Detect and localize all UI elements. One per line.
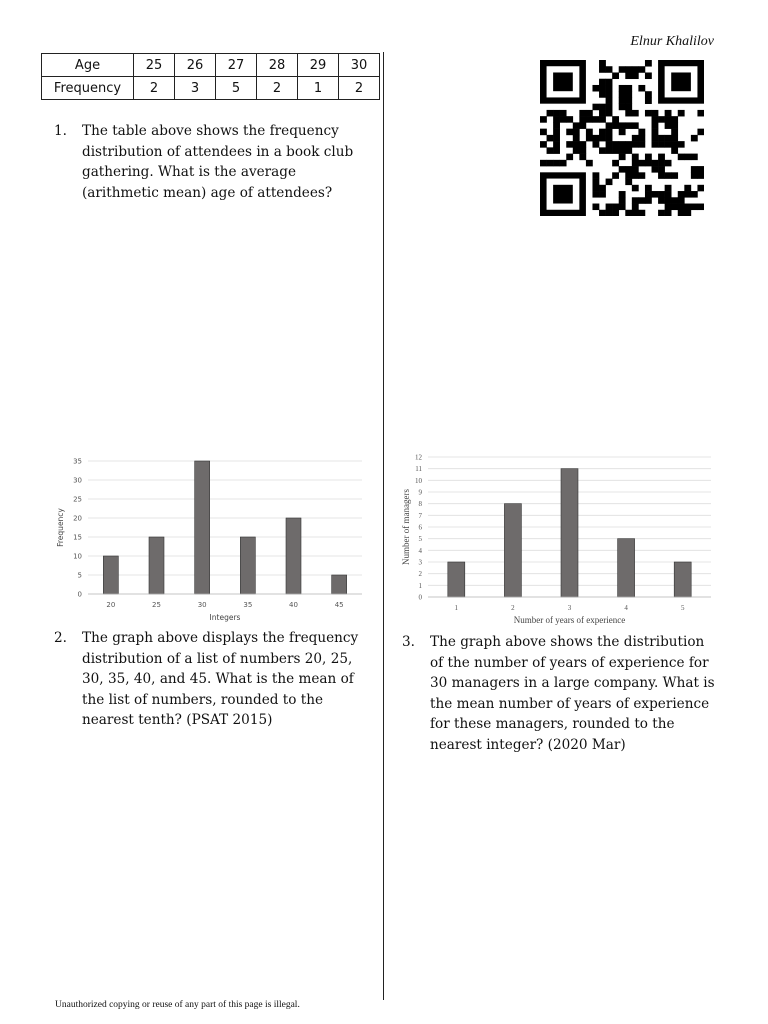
y-tick-label: 11 [415,465,422,474]
qr-module [592,135,599,142]
qr-module [632,141,639,148]
qr-module [625,104,632,111]
qr-module [652,129,659,136]
qr-module [619,97,626,104]
qr-module [540,141,547,148]
qr-module [632,210,639,216]
qr-module [652,191,659,198]
qr-module [638,210,645,216]
qr-module [665,210,672,216]
qr-module [553,160,560,167]
qr-module [691,154,698,161]
qr-module [619,85,626,92]
qr-module [573,141,580,148]
qr-module [606,97,613,104]
qr-module [658,197,665,204]
qr-module [658,210,665,216]
bar [504,504,521,597]
bar [195,461,210,594]
qr-module [678,204,685,211]
qr-module [599,79,606,86]
x-tick-label: 40 [289,601,298,609]
qr-module [560,160,567,167]
x-tick-label: 1 [454,604,459,612]
qr-module [665,135,672,142]
qr-module [632,122,639,129]
bar [149,537,164,594]
table-row-frequency [42,77,380,100]
qr-module [573,122,580,129]
table-cell: 5 [216,77,257,100]
qr-module [645,197,652,204]
qr-module [599,91,606,98]
qr-module [645,91,652,98]
question-text: The graph above shows the distribution of the number of years of experience for 30 managers in a large company. What is the mean number of years of experience for these managers, rounded to the nearest integer? (2020 Mar) [430,634,715,753]
qr-module [671,122,678,129]
qr-module [665,185,672,192]
qr-module [606,91,613,98]
qr-module [619,104,626,111]
qr-module [606,179,613,186]
qr-module [671,116,678,123]
qr-module [658,191,665,198]
qr-module [553,147,560,154]
x-tick-label: 3 [567,604,572,612]
qr-module [579,110,586,117]
qr-module [625,122,632,129]
table-cell: 2 [339,77,380,100]
qr-module [579,141,586,148]
x-axis-label: Integers [209,613,241,622]
qr-module [606,147,613,154]
qr-module [658,172,665,179]
qr-module [606,79,613,86]
qr-module [573,147,580,154]
qr-module [632,110,639,117]
qr-module [612,210,619,216]
qr-module [625,72,632,79]
qr-module [592,185,599,192]
qr-module [606,135,613,142]
qr-module [697,185,704,192]
qr-module [592,116,599,123]
bar [240,537,255,594]
qr-module [684,210,691,216]
table-cell: 2 [257,77,298,100]
x-tick-label: 4 [624,604,628,612]
qr-module [665,116,672,123]
bar [448,562,465,597]
qr-module [658,166,665,173]
table-cell: 1 [298,77,339,100]
qr-module [671,172,678,179]
bar [561,469,578,597]
qr-module [625,85,632,92]
bar [286,518,301,594]
bar [674,562,691,597]
table-row-age [42,54,380,77]
table-cell: 27 [216,54,257,77]
qr-module [658,141,665,148]
qr-module [645,72,652,79]
qr-module [684,154,691,161]
y-tick-label: 7 [418,511,422,520]
qr-module [638,160,645,167]
qr-module [599,104,606,111]
qr-module [606,129,613,136]
qr-module [625,147,632,154]
qr-module [645,110,652,117]
qr-module [619,91,626,98]
qr-module [632,197,639,204]
qr-module [573,129,580,136]
question-text: The table above shows the frequency distribution of attendees in a book club gathering. What is the average (arithmetic mean) age of attendees? [82,123,354,201]
qr-finder-core [553,72,573,91]
y-tick-label: 0 [77,590,82,599]
qr-module [632,66,639,73]
qr-module [691,135,698,142]
qr-module [606,122,613,129]
qr-module [658,154,665,161]
qr-module [599,110,606,117]
qr-module [625,110,632,117]
x-tick-label: 25 [152,601,161,609]
qr-module [638,129,645,136]
qr-module [612,160,619,167]
qr-module [625,91,632,98]
bar [618,539,635,597]
table-header-age: Age [42,54,134,77]
table-cell: 3 [175,77,216,100]
qr-module [612,172,619,179]
qr-module [547,147,554,154]
qr-module [632,166,639,173]
qr-module [632,172,639,179]
qr-module [652,135,659,142]
qr-module [652,141,659,148]
y-axis-label: Number of managers [401,489,411,565]
qr-module [691,204,698,211]
qr-module [606,85,613,92]
qr-module [671,135,678,142]
x-tick-label: 20 [106,601,116,609]
qr-module [612,147,619,154]
y-tick-label: 20 [73,514,82,523]
qr-module [599,129,606,136]
qr-module [606,66,613,73]
qr-module [645,160,652,167]
y-tick-label: 30 [73,476,82,485]
qr-module [579,147,586,154]
qr-module [592,204,599,211]
qr-module [599,66,606,73]
y-tick-label: 8 [418,500,422,509]
qr-module [652,110,659,117]
qr-module [638,197,645,204]
qr-module [599,135,606,142]
qr-module [599,85,606,92]
qr-module [566,141,573,148]
qr-module [619,147,626,154]
qr-module [606,104,613,111]
qr-module [625,97,632,104]
qr-module [671,129,678,136]
qr-module [638,85,645,92]
y-axis-label: Frequency [56,508,65,547]
qr-module [599,147,606,154]
qr-module [547,160,554,167]
qr-module [566,129,573,136]
qr-module [592,191,599,198]
x-tick-label: 35 [243,601,253,609]
x-tick-label: 2 [511,604,515,612]
qr-module [632,72,639,79]
qr-module [540,160,547,167]
qr-module [665,172,672,179]
qr-module [619,129,626,136]
frequency-table [41,53,380,100]
table-cell: 29 [298,54,339,77]
qr-module [612,141,619,148]
qr-module [665,204,672,211]
qr-module [691,166,698,173]
qr-module [599,60,606,67]
qr-module [553,129,560,136]
x-axis-label: Number of years of experience [513,615,626,625]
y-tick-label: 35 [73,457,82,466]
qr-module [665,160,672,167]
y-tick-label: 5 [77,571,82,580]
qr-module [592,172,599,179]
table-cell: 30 [339,54,380,77]
qr-module [632,204,639,211]
y-tick-label: 10 [415,476,422,485]
x-tick-label: 30 [197,601,207,609]
qr-module [553,110,560,117]
qr-module [697,110,704,117]
qr-module [560,116,567,123]
qr-module [560,110,567,117]
qr-module [612,72,619,79]
question-1 [54,121,374,203]
qr-module [625,210,632,216]
qr-module [632,160,639,167]
qr-module [684,185,691,192]
qr-module [691,172,698,179]
qr-module [553,122,560,129]
qr-module [619,197,626,204]
bar [103,556,118,594]
experience-bar-chart [396,450,714,626]
qr-module [645,154,652,161]
qr-module [658,116,665,123]
qr-module [586,160,593,167]
qr-module [579,122,586,129]
qr-module [606,210,613,216]
qr-module [566,154,573,161]
table-cell: 2 [134,77,175,100]
qr-module [612,116,619,123]
qr-module [612,122,619,129]
table-cell: 25 [134,54,175,77]
qr-module [592,85,599,92]
qr-module [665,191,672,198]
y-tick-label: 0 [418,593,422,602]
qr-module [697,129,704,136]
y-tick-label: 12 [415,453,422,462]
qr-module [697,172,704,179]
qr-module [586,110,593,117]
qr-module [625,66,632,73]
qr-module [619,204,626,211]
qr-module [619,154,626,161]
y-tick-label: 10 [73,552,82,561]
y-tick-label: 5 [418,535,422,544]
qr-module [645,97,652,104]
question-number: 2. [54,630,67,646]
y-tick-label: 3 [418,558,422,567]
qr-module [599,116,606,123]
column-divider [383,52,384,1000]
qr-module [606,204,613,211]
y-tick-label: 1 [418,581,422,590]
author-name: Elnur Khalilov [630,34,714,49]
qr-module [632,135,639,142]
qr-module [691,191,698,198]
qr-module [579,154,586,161]
qr-module [599,191,606,198]
qr-module [619,166,626,173]
qr-code-icon [540,60,704,216]
y-tick-label: 4 [418,546,422,555]
qr-module [625,141,632,148]
qr-module [678,110,685,117]
question-number: 1. [54,123,67,139]
qr-module [684,204,691,211]
qr-module [678,210,685,216]
qr-module [540,116,547,123]
qr-finder-core [671,72,691,91]
qr-finder-core [553,185,573,204]
qr-module [652,160,659,167]
question-2 [54,628,376,731]
qr-module [619,141,626,148]
question-3 [402,632,720,755]
x-tick-label: 45 [334,601,344,609]
x-tick-label: 5 [680,604,685,612]
qr-module [658,160,665,167]
qr-module [566,116,573,123]
y-tick-label: 6 [418,523,422,532]
qr-module [652,116,659,123]
question-text: The graph above displays the frequency distribution of a list of numbers 20, 25, 30, 35, 40, and 45. What is the mean of the list of numbers, rounded to the nearest tenth? (PSAT 2015) [82,630,359,728]
qr-module [553,116,560,123]
qr-module [665,110,672,117]
qr-module [547,135,554,142]
qr-module [697,204,704,211]
qr-module [599,210,606,216]
y-tick-label: 15 [73,533,82,542]
qr-module [678,191,685,198]
qr-module [586,116,593,123]
bar [332,575,347,594]
qr-module [619,66,626,73]
qr-module [671,204,678,211]
qr-module [547,110,554,117]
qr-module [540,129,547,136]
y-tick-label: 2 [418,570,422,579]
qr-module [645,185,652,192]
qr-module [579,116,586,123]
qr-module [573,135,580,142]
qr-module [592,104,599,111]
qr-module [625,172,632,179]
qr-module [625,179,632,186]
qr-module [638,66,645,73]
qr-module [671,197,678,204]
question-number: 3. [402,634,415,650]
qr-module [665,122,672,129]
qr-module [612,204,619,211]
qr-module [619,191,626,198]
qr-module [606,141,613,148]
frequency-bar-chart [55,452,367,624]
qr-module [599,185,606,192]
qr-module [678,141,685,148]
qr-module [697,166,704,173]
qr-module [632,185,639,192]
qr-module [553,135,560,142]
qr-module [586,135,593,142]
qr-module [606,110,613,117]
qr-module [645,60,652,67]
table-header-frequency: Frequency [42,77,134,100]
qr-module [665,141,672,148]
qr-module [619,122,626,129]
qr-module [678,197,685,204]
qr-module [671,147,678,154]
copyright-footer: Unauthorized copying or reuse of any part of this page is illegal. [55,1000,300,1010]
qr-module [678,154,685,161]
qr-module [665,197,672,204]
qr-module [592,141,599,148]
qr-module [658,135,665,142]
y-tick-label: 9 [418,488,422,497]
qr-module [632,154,639,161]
qr-module [638,141,645,148]
qr-module [645,191,652,198]
table-cell: 26 [175,54,216,77]
qr-module [625,166,632,173]
table-cell: 28 [257,54,298,77]
qr-module [638,135,645,142]
qr-module [652,166,659,173]
qr-module [638,172,645,179]
qr-module [671,141,678,148]
qr-module [652,122,659,129]
qr-module [553,141,560,148]
qr-module [592,179,599,186]
qr-module [586,129,593,136]
y-tick-label: 25 [73,495,82,504]
qr-module [684,191,691,198]
